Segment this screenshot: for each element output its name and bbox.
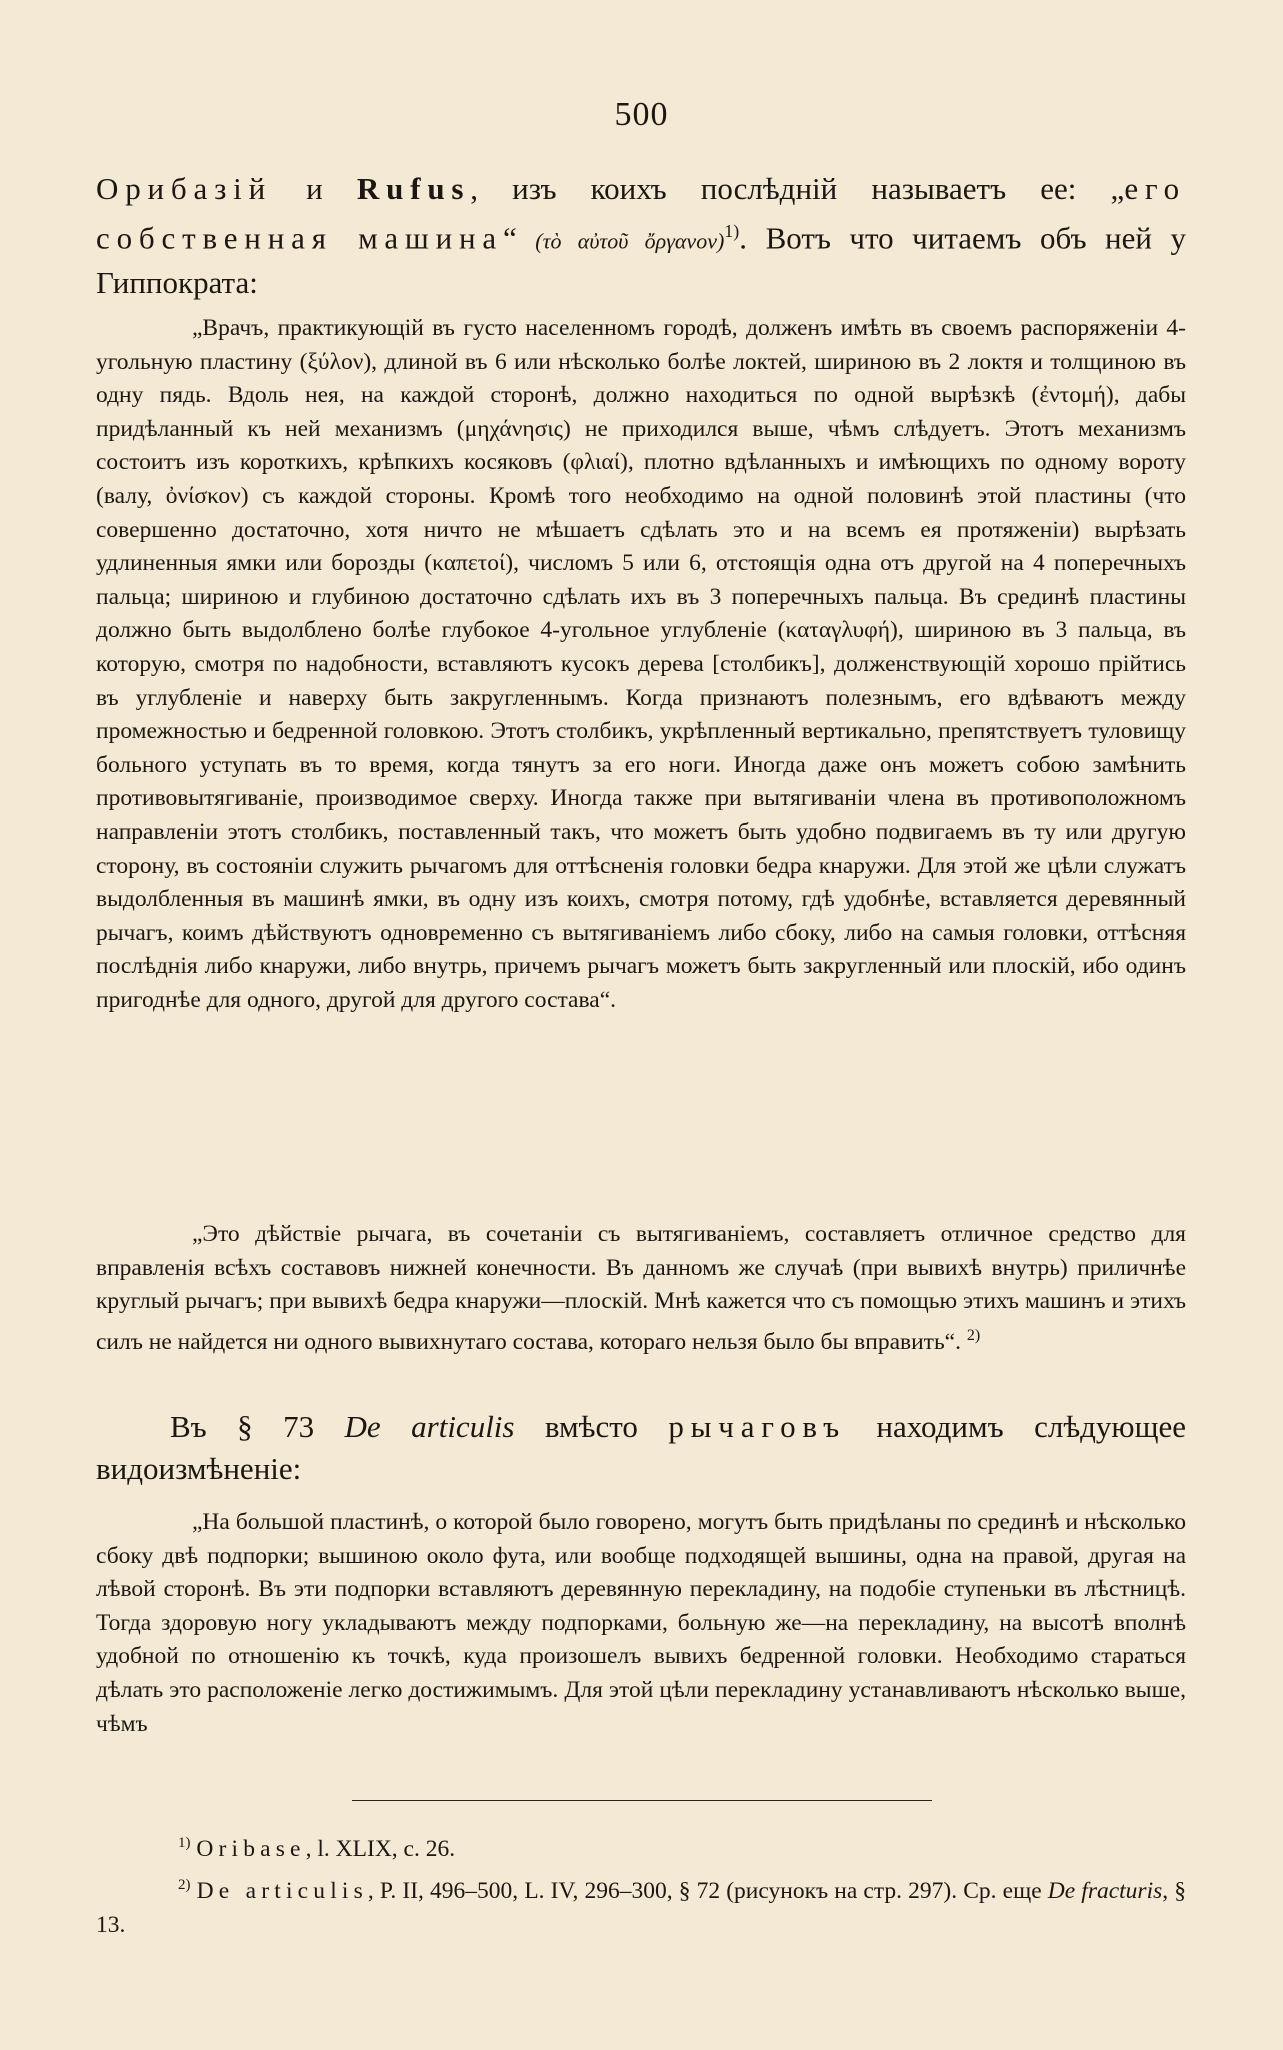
footnote-ref-2: 2) [966,1326,981,1344]
footnote-2-rest: , P. II, 496–500, L. IV, 296–300, § 72 (рисунокъ на стр. 297). Ср. еще [367,1877,1048,1904]
intro-tail: . Вотъ что читаемъ объ ней у Гиппократа: [96,220,1186,301]
section-73-paragraph [96,1406,1186,1490]
footnote-2-title: De articulis [196,1877,368,1904]
footnote-1-rest: , l. XLIX, c. 26. [305,1835,456,1862]
hippocrates-quote-1: „Врачъ, практикующій въ густо населенномъ городѣ, долженъ имѣть въ своемъ распоряженіи 4-угольную пластину (ξύλον), длиной въ 6 или нѣсколько болѣе локтей, шириною въ 2 локтя и толщиною въ одну пядь. Вдоль нея, на каждой сторонѣ, должно находиться по одной вырѣзкѣ (ἐντομή), дабы придѣланный къ ней механизмъ (μηχάνησις) не приходился выше, чѣмъ слѣдуетъ. Этотъ механизмъ состоитъ изъ короткихъ, крѣпкихъ косяковъ (φλιαί), плотно вдѣланныхъ и имѣющихъ по одному вороту (валу, ὀνίσκον) съ каждой стороны. Кромѣ того необходимо на одной половинѣ этой пластины (что совершенно достаточно, хотя ничто не мѣшаетъ сдѣлать это и на всемъ ея протяженіи) вырѣзать удлиненныя ямки или борозды (καπετοί), числомъ 5 или 6, отстоящія одна отъ другой на 4 поперечныхъ пальца; шириною и глубиною достаточно сдѣлать ихъ въ 3 поперечныхъ пальца. Въ срединѣ пластины должно быть выдолблено болѣе глубокое 4-угольное углубленіе (καταγλυφή), шириною въ 3 пальца, въ которую, смотря по надобности, вставляютъ кусокъ дерева [столбикъ], долженствующій хорошо прійтись въ углубленіе и наверху быть закругленнымъ. Когда признаютъ полезнымъ, его вдѣваютъ между промежностью и бедренной головкою. Этотъ столбикъ, укрѣпленный вертикально, препятствуетъ туловищу больного уступать въ то время, когда тянутъ за его ноги. Иногда даже онъ можетъ собою замѣнить противовытягиваніе, производимое сверху. Иногда также при вытягиваніи члена въ противоположномъ направленіи этотъ столбикъ, поставленный такъ, что можетъ быть удобно подвигаемъ въ ту или другую сторону, въ состояніи служить рычагомъ для оттѣсненія головки бедра кнаружи. Для этой же цѣли служатъ выдолбленныя въ машинѣ ямки, въ одну изъ коихъ, смотря потому, гдѣ удобнѣе, вставляется деревянный рычагъ, коимъ дѣйствуютъ одновременно съ вытягиваніемъ либо сбоку, либо на самыя головки, оттѣсняя послѣднія либо кнаружи, либо внутрь, причемъ рычагъ можетъ быть закругленный или плоскій, ибо одинъ пригоднѣе для одного, другой для другого состава“. [96,315,1186,1013]
footnote-divider [352,1800,932,1801]
intro-mid: , изъ коихъ послѣдній называетъ ее: „ [470,171,1125,206]
hippocrates-quote-2 [96,1218,1186,1359]
footnote-1-mark: 1) [178,1835,191,1851]
de-fracturis-title: De fracturis [1047,1877,1163,1904]
greek-term: (τὸ αὐτοῦ ὄργανον) [535,228,725,254]
lead2-pre: Въ § 73 [170,1409,345,1444]
hippocrates-quote-3: „На большой пластинѣ, о которой было говорено, могутъ быть придѣланы по срединѣ и нѣсколько сбоку двѣ подпорки; вышиною около фута, или вообще подходящей вышины, одна на правой, другая на лѣвой сторонѣ. Въ эти подпорки вставляютъ деревянную перекладину, на подобіе ступеньки въ лѣстницѣ. Тогда здоровую ногу укладываютъ между подпорками, больную же—на перекладину, на высотѣ вполнѣ удобной по отношенію къ точкѣ, куда произошелъ вывихъ бедренной головки. Необходимо стараться дѣлать это расположеніе легко достижимымъ. Для этой цѣли перекладину устанавливаютъ нѣсколько выше, чѣмъ [96,1509,1186,1737]
de-articulis-title: De articulis [344,1409,515,1444]
rufus-name: Rufus [356,171,471,206]
footnote-2-tail: , § 13. [96,1877,1187,1938]
footnote-2-mark: 2) [178,1877,191,1893]
levers-word: рычаговъ [668,1409,846,1444]
footnote-1-author: Oribase [196,1835,306,1862]
quote-2-text: „Это дѣйствіе рычага, въ сочетаніи съ вытягиваніемъ, составляетъ отличное средство для вправленія всѣхъ составовъ нижней конечности. Въ данномъ же случаѣ (при вывихѣ внутрь) приличнѣе круглый рычагъ; при вывихѣ бедра кнаружи—плоскій. Мнѣ кажется что съ помощью этихъ машинъ и этихъ силъ не найдется ни одного вывихнутаго состава, котораго нельзя было бы вправить“. [96,1221,1186,1355]
lead2-post: находимъ слѣдующее видоизмѣненіе: [96,1409,1186,1486]
intro-and: и [272,171,357,206]
own-machine-phrase: его собственная машина [96,171,1186,256]
intro-paragraph [96,168,1186,304]
page-number: 500 [614,96,669,133]
footnote-1 [96,1826,1186,1866]
lead2-mid: вмѣсто [514,1409,669,1444]
oribasius-name: Орибазій [96,171,273,206]
intro-close: “ [503,220,536,256]
footnote-ref-1: 1) [724,221,740,241]
footnote-2 [96,1868,1186,1942]
